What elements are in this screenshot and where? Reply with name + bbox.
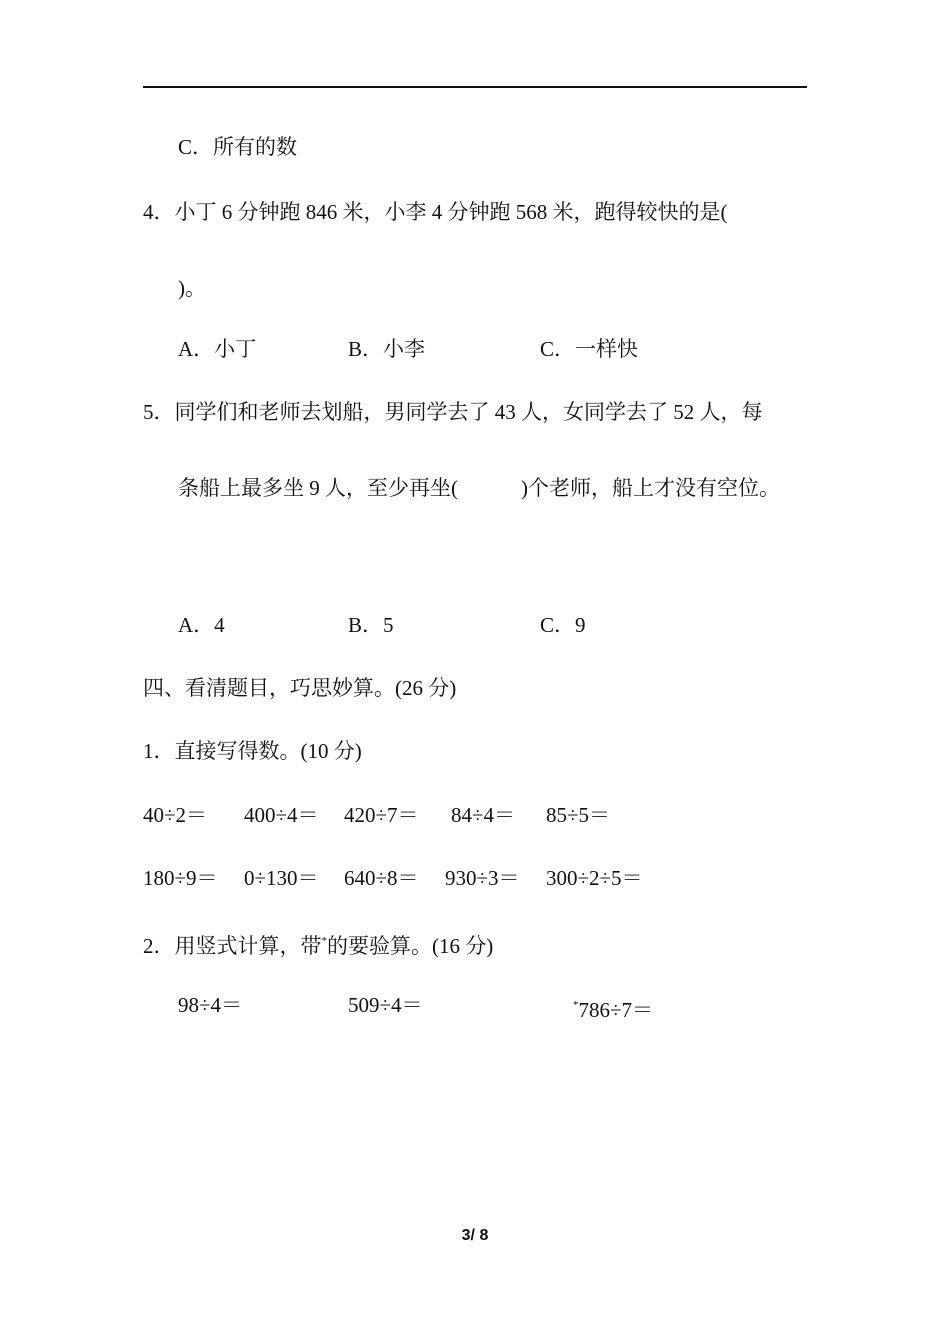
calc-item: 85÷5＝ xyxy=(546,803,611,827)
asterisk-mark: * xyxy=(321,935,327,947)
q5-option-a: A．4 xyxy=(178,613,225,637)
q4-stem-line1: 4．小丁 6 分钟跑 846 米，小李 4 分钟跑 568 米，跑得较快的是( xyxy=(143,200,728,224)
q4-option-b: B．小李 xyxy=(348,337,426,361)
vertical-calc-item: 98÷4＝ xyxy=(178,993,243,1017)
part1-title: 1．直接写得数。(10 分) xyxy=(143,739,362,763)
q4-stem-line2: )。 xyxy=(178,276,206,300)
vertical-calc-text: 786÷7＝ xyxy=(578,998,654,1022)
calc-item: 420÷7＝ xyxy=(344,803,419,827)
q5-stem-line2: 条船上最多坐 9 人，至少再坐( )个老师，船上才没有空位。 xyxy=(178,476,780,500)
part2-title-after: 的要验算。(16 分) xyxy=(327,934,494,958)
part2-title xyxy=(143,927,493,960)
section4-title: 四、看清题目，巧思妙算。(26 分) xyxy=(143,676,457,700)
vertical-calc-item: 509÷4＝ xyxy=(348,993,423,1017)
vertical-calc-item-starred xyxy=(573,991,653,1024)
q5-option-c: C．9 xyxy=(540,613,586,637)
header-rule xyxy=(143,86,807,88)
q5-option-b: B．5 xyxy=(348,613,394,637)
calc-item: 300÷2÷5＝ xyxy=(546,866,643,890)
calc-item: 930÷3＝ xyxy=(445,866,520,890)
part2-title-before: 2．用竖式计算，带 xyxy=(143,934,322,958)
calc-item: 180÷9＝ xyxy=(143,866,218,890)
calc-item: 0÷130＝ xyxy=(244,866,319,890)
calc-item: 640÷8＝ xyxy=(344,866,419,890)
q3-option-c: C．所有的数 xyxy=(178,135,298,159)
asterisk-mark: * xyxy=(573,999,579,1011)
q4-option-a: A．小丁 xyxy=(178,337,257,361)
calc-item: 40÷2＝ xyxy=(143,803,208,827)
q5-stem-line1: 5．同学们和老师去划船，男同学去了 43 人，女同学去了 52 人，每 xyxy=(143,400,763,424)
calc-item: 84÷4＝ xyxy=(451,803,516,827)
calc-item: 400÷4＝ xyxy=(244,803,319,827)
page-number: 3/ 8 xyxy=(461,1227,489,1244)
q4-option-c: C．一样快 xyxy=(540,337,639,361)
